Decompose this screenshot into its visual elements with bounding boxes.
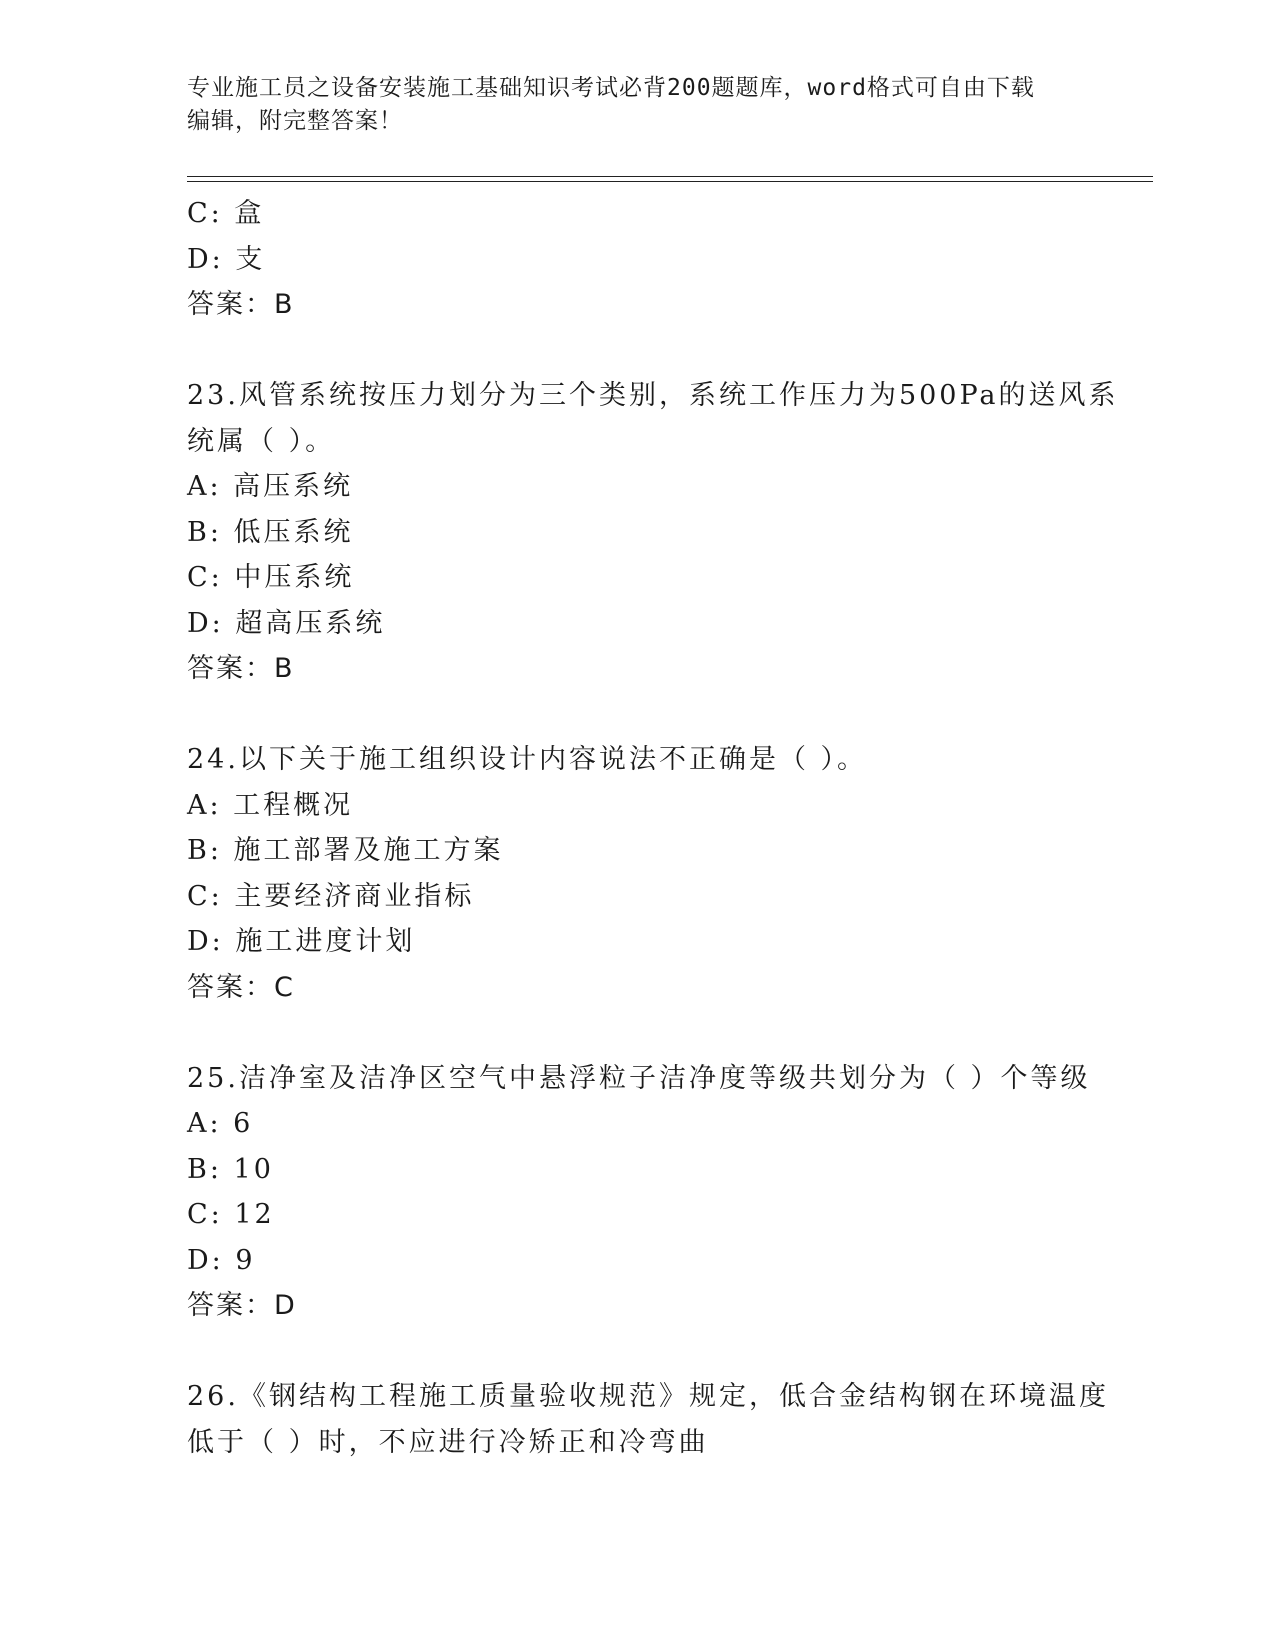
- answer-line: 答案：C: [187, 971, 295, 1003]
- question-text-line: 低于（ ）时，不应进行冷矫正和冷弯曲: [187, 1426, 709, 1458]
- spacer: [187, 1329, 1087, 1375]
- option-b: B: 10: [187, 1153, 274, 1185]
- option-c: C: 盒: [187, 198, 265, 229]
- option-c: C: 12: [187, 1199, 275, 1230]
- option-b: B: 低压系统: [187, 516, 354, 548]
- header-divider-bottom: [187, 181, 1153, 182]
- option-b: B: 施工部署及施工方案: [187, 835, 504, 866]
- question-23: [187, 373, 1119, 692]
- question-24: [187, 737, 1087, 1010]
- option-c: C: 中压系统: [187, 562, 355, 593]
- option-d: D: 超高压系统: [187, 607, 386, 639]
- option-d: D: 施工进度计划: [187, 926, 416, 957]
- question-26: [187, 1374, 1109, 1465]
- question-text-line: 统属（ ）。: [187, 425, 336, 457]
- question-text-line: 24.以下关于施工组织设计内容说法不正确是（ ）。: [187, 744, 868, 775]
- option-a: A: 高压系统: [187, 471, 354, 502]
- header-title-line-1: 专业施工员之设备安装施工基础知识考试必背200题题库，word格式可自由下载: [187, 75, 1035, 101]
- question-25: [187, 1056, 1091, 1329]
- option-d: D: 支: [187, 243, 266, 275]
- question-text-line: 23.风管系统按压力划分为三个类别，系统工作压力为500Pa的送风系: [187, 380, 1119, 411]
- spacer: [187, 692, 1087, 738]
- option-a: A: 6: [187, 1108, 254, 1139]
- question-text-line: 26.《钢结构工程施工质量验收规范》规定，低合金结构钢在环境温度: [187, 1381, 1109, 1412]
- option-d: D: 9: [187, 1244, 256, 1276]
- answer-line: 答案：B: [187, 289, 295, 320]
- answer-line: 答案：D: [187, 1290, 297, 1321]
- spacer: [187, 1010, 1087, 1056]
- answer-line: 答案：B: [187, 653, 295, 684]
- option-c: C: 主要经济商业指标: [187, 880, 475, 912]
- spacer: [187, 328, 1087, 374]
- option-a: A: 工程概况: [187, 789, 354, 821]
- header-divider-top: [187, 176, 1153, 177]
- question-content: [187, 191, 1119, 1465]
- question-22-continued: [187, 191, 1087, 328]
- document-header: [187, 72, 1067, 138]
- header-title-line-2: 编辑，附完整答案！: [187, 108, 403, 134]
- question-text-line: 25.洁净室及洁净区空气中悬浮粒子洁净度等级共划分为（ ）个等级: [187, 1062, 1091, 1094]
